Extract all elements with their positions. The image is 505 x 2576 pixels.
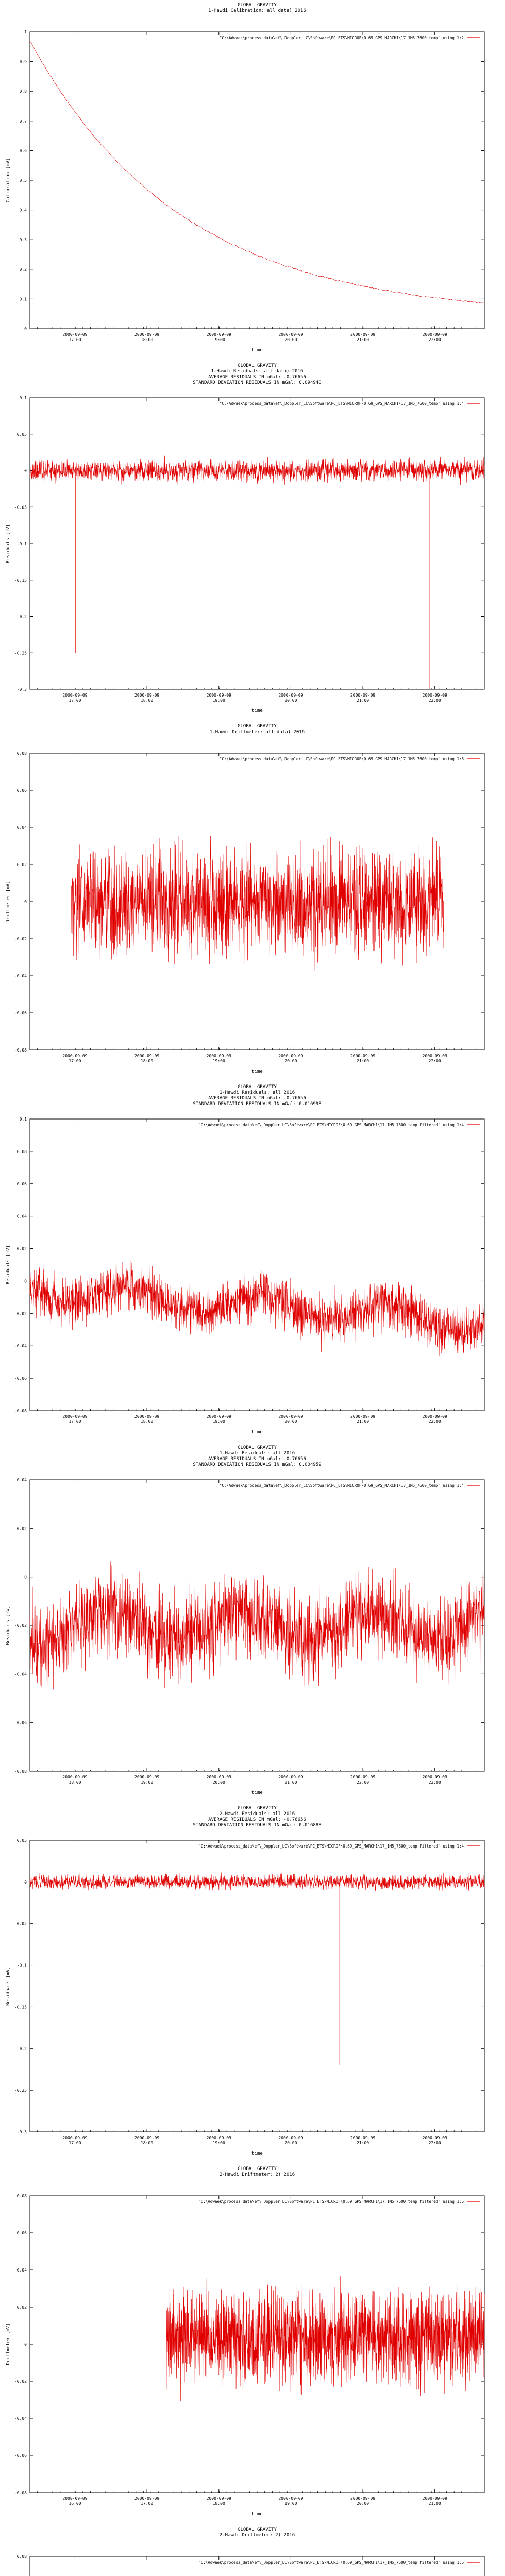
x-tick-label: 17:00	[69, 698, 81, 703]
x-tick-label: 2000-09-09	[206, 1414, 231, 1419]
x-tick-label: 2000-09-09	[134, 332, 160, 337]
plot-frame	[30, 32, 484, 329]
chart-subtitle: 1-Hawdi Driftmeter: all data) 2016	[209, 730, 305, 735]
chart-subtitle: AVERAGE RESIDUALS IN mGal: -0.76656	[208, 1817, 306, 1822]
x-tick-label: 23:00	[428, 1780, 441, 1785]
y-tick-label: 0	[24, 2342, 27, 2347]
legend-label: "C:\Adwaek\process_data\ef\_Doppler_LC\Software\PC_ETS\MICROF\0.69_GPS_MARCH1\17_1M5_7600_temp" using 1:2	[219, 36, 464, 40]
x-tick-label: 2000-09-09	[134, 1414, 160, 1419]
y-tick-label: 0.02	[16, 2305, 27, 2310]
y-tick-label: -0.06	[14, 1376, 27, 1381]
y-tick-label: 0.08	[16, 2554, 27, 2559]
y-axis-label: Residuals [mV]	[6, 1606, 11, 1645]
x-tick-label: 2000-09-09	[134, 1054, 160, 1058]
chart-panel-4	[6, 1084, 484, 1435]
x-tick-label: 20:00	[284, 1059, 297, 1063]
x-tick-label: 18:00	[141, 1419, 154, 1424]
y-axis-label: Residuals [mV]	[6, 524, 11, 563]
x-tick-label: 19:00	[212, 1419, 225, 1424]
x-tick-label: 19:00	[212, 1059, 225, 1063]
x-tick-label: 22:00	[428, 2141, 441, 2145]
chart-subtitle: STANDARD DEVIATION RESIDUALS IN mGal: 0.016998	[193, 1101, 322, 1107]
x-tick-label: 2000-09-09	[206, 2136, 231, 2140]
x-axis-label: time	[251, 348, 263, 353]
x-tick-label: 2000-09-09	[62, 2136, 88, 2140]
y-tick-label: 0.2	[19, 267, 27, 272]
plot-frame	[30, 398, 484, 689]
y-tick-label: 0.3	[19, 238, 27, 243]
chart-subtitle: 1-Hawdi Calibration: all data) 2016	[208, 8, 306, 13]
y-axis-label: Calibration [mV]	[6, 158, 11, 203]
x-tick-label: 19:00	[284, 2501, 297, 2506]
x-tick-label: 2000-09-09	[278, 2136, 304, 2140]
x-tick-label: 21:00	[284, 1780, 297, 1785]
x-tick-label: 18:00	[212, 2501, 225, 2506]
data-series-line	[30, 1872, 484, 1891]
y-tick-label: 0.08	[16, 751, 27, 756]
y-axis-label: Residuals [mV]	[6, 1245, 11, 1284]
chart-subtitle: 1-Hawdi Residuals: all 2016	[219, 1451, 295, 1456]
y-tick-label: 0.05	[16, 432, 27, 437]
y-tick-label: -0.05	[14, 1921, 27, 1926]
y-tick-label: 0	[24, 327, 27, 331]
y-tick-label: -0.04	[14, 2416, 27, 2421]
x-axis-label: time	[251, 708, 263, 714]
chart-subtitle: STANDARD DEVIATION RESIDUALS IN mGal: 0.094940	[193, 380, 322, 385]
x-tick-label: 21:00	[357, 698, 369, 703]
chart-title: GLOBAL GRAVITY	[238, 1806, 277, 1811]
y-tick-label: 0.08	[16, 1149, 27, 1154]
y-tick-label: -0.04	[14, 1672, 27, 1677]
chart-subtitle: 2-Hawdi Driftmeter: 2) 2016	[219, 2533, 295, 2538]
data-series-line	[30, 1562, 484, 1690]
y-axis-label: Residuals [mV]	[6, 1967, 11, 2006]
legend-label: "C:\Adwaek\process_data\ef\_Doppler_LC\Software\PC_ETS\MICROF\0.69_GPS_MARCH1\17_1M5_7600_temp filtered" using 1:4	[198, 1123, 464, 1127]
x-tick-label: 2000-09-09	[350, 693, 376, 698]
x-tick-label: 2000-09-09	[134, 2496, 160, 2501]
x-axis-label: time	[251, 2151, 263, 2156]
legend-label: "C:\Adwaek\process_data\ef\_Doppler_LC\Software\PC_ETS\MICROF\0.69_GPS_MARCH1\17_1M5_7600_temp" using 1:4	[219, 1483, 464, 1488]
x-tick-label: 2000-09-09	[350, 1414, 376, 1419]
x-tick-label: 2000-09-09	[206, 693, 231, 698]
chart-title: GLOBAL GRAVITY	[238, 1084, 277, 1090]
x-tick-label: 2000-09-09	[206, 1775, 231, 1780]
x-tick-label: 18:00	[141, 698, 154, 703]
x-tick-label: 2000-09-09	[278, 2496, 304, 2501]
x-tick-label: 2000-09-09	[62, 1414, 88, 1419]
x-tick-label: 2000-09-09	[278, 332, 304, 337]
y-tick-label: 0.06	[16, 788, 27, 793]
x-tick-label: 2000-09-09	[422, 693, 447, 698]
x-tick-label: 17:00	[69, 2141, 81, 2145]
x-tick-label: 2000-09-09	[350, 1775, 376, 1780]
y-tick-label: -0.1	[16, 541, 27, 546]
y-tick-label: -0.04	[14, 974, 27, 978]
y-tick-label: 0.06	[16, 1181, 27, 1187]
plot-frame	[30, 1119, 484, 1411]
x-tick-label: 22:00	[428, 337, 441, 342]
y-tick-label: -0.06	[14, 2453, 27, 2458]
y-tick-label: 0.08	[16, 2194, 27, 2198]
y-tick-label: 0.6	[19, 148, 27, 154]
y-tick-label: 0.9	[19, 59, 27, 64]
y-tick-label: -0.05	[14, 505, 27, 510]
x-tick-label: 19:00	[212, 337, 225, 342]
y-tick-label: 0	[24, 1279, 27, 1284]
x-tick-label: 2000-09-09	[278, 693, 304, 698]
x-tick-label: 19:00	[141, 1780, 154, 1785]
x-tick-label: 2000-09-09	[422, 1414, 447, 1419]
legend-label: "C:\Adwaek\process_data\ef\_Doppler_LC\Software\PC_ETS\MICROF\0.69_GPS_MARCH1\17_1M5_7600_temp" using 1:6	[219, 757, 464, 761]
chart-title: GLOBAL GRAVITY	[238, 724, 277, 729]
y-tick-label: -0.06	[14, 1720, 27, 1725]
chart-subtitle: 1-Hawdi Residuals: all data) 2016	[211, 369, 304, 374]
x-tick-label: 2000-09-09	[350, 1054, 376, 1058]
x-tick-label: 20:00	[284, 1419, 297, 1424]
x-tick-label: 2000-09-09	[422, 2496, 447, 2501]
x-tick-label: 18:00	[69, 1780, 81, 1785]
chart-subtitle: AVERAGE RESIDUALS IN mGal: -0.76656	[208, 1096, 306, 1101]
x-tick-label: 2000-09-09	[278, 1414, 304, 1419]
y-tick-label: 0.02	[16, 1246, 27, 1251]
y-tick-label: -0.3	[16, 687, 27, 692]
y-tick-label: 0.05	[16, 1838, 27, 1843]
x-axis-label: time	[251, 1069, 263, 1074]
x-tick-label: 18:00	[141, 337, 154, 342]
data-series-line	[166, 2275, 484, 2401]
x-tick-label: 22:00	[428, 1059, 441, 1063]
y-tick-label: 0.1	[19, 297, 27, 302]
x-tick-label: 20:00	[284, 337, 297, 342]
chart-title: GLOBAL GRAVITY	[238, 3, 277, 8]
y-tick-label: -0.3	[16, 2130, 27, 2134]
y-tick-label: 0	[24, 1574, 27, 1580]
legend-label: "C:\Adwaek\process_data\ef\_Doppler_LC\Software\PC_ETS\MICROF\0.69_GPS_MARCH1\17_1M5_7600_temp" using 1:4	[219, 401, 464, 406]
y-tick-label: 0.5	[19, 178, 27, 183]
chart-panel-2	[6, 363, 484, 714]
x-tick-label: 2000-09-09	[62, 332, 88, 337]
chart-title: GLOBAL GRAVITY	[238, 2527, 277, 2532]
x-tick-label: 2000-09-09	[62, 1775, 88, 1780]
x-tick-label: 20:00	[357, 2501, 369, 2506]
y-tick-label: 0	[24, 900, 27, 904]
x-tick-label: 20:00	[212, 1780, 225, 1785]
y-tick-label: -0.06	[14, 1011, 27, 1015]
y-tick-label: -0.1	[16, 1963, 27, 1968]
y-tick-label: 1	[24, 30, 27, 35]
legend-label: "C:\Adwaek\process_data\ef\_Doppler_LC\Software\PC_ETS\MICROF\0.69_GPS_MARCH1\17_1M5_7600_temp filtered" using 1:6	[198, 2560, 464, 2565]
x-tick-label: 21:00	[357, 337, 369, 342]
y-tick-label: 0.04	[16, 825, 27, 830]
chart-panel-1	[6, 3, 484, 353]
x-tick-label: 2000-09-09	[206, 332, 231, 337]
data-series-line	[30, 456, 484, 485]
chart-panel-3	[6, 724, 484, 1074]
y-axis-label: Driftmeter [mV]	[6, 880, 11, 923]
chart-subtitle: AVERAGE RESIDUALS IN mGal: -0.76656	[208, 1456, 306, 1462]
x-tick-label: 20:00	[284, 698, 297, 703]
y-axis-label: Driftmeter [mV]	[6, 2323, 11, 2365]
chart-panel-8	[6, 2527, 484, 2576]
chart-subtitle: 2-Hawdi Driftmeter: 2) 2016	[219, 2172, 295, 2177]
x-tick-label: 17:00	[69, 1059, 81, 1063]
x-tick-label: 21:00	[357, 1059, 369, 1063]
data-series-line	[30, 41, 484, 303]
y-tick-label: 0.04	[16, 1214, 27, 1219]
y-tick-label: -0.15	[14, 2005, 27, 2010]
x-tick-label: 2000-09-09	[62, 693, 88, 698]
chart-panel-6	[6, 1806, 484, 2156]
y-tick-label: 0.04	[16, 1478, 27, 1482]
y-tick-label: -0.08	[14, 2490, 27, 2495]
x-axis-label: time	[251, 2512, 263, 2517]
y-tick-label: -0.02	[14, 1311, 27, 1316]
x-tick-label: 16:00	[69, 2501, 81, 2506]
x-tick-label: 17:00	[69, 1419, 81, 1424]
x-tick-label: 2000-09-09	[206, 1054, 231, 1058]
x-tick-label: 17:00	[141, 2501, 154, 2506]
x-tick-label: 2000-09-09	[62, 1054, 88, 1058]
x-tick-label: 19:00	[212, 698, 225, 703]
y-tick-label: 0.8	[19, 89, 27, 94]
x-tick-label: 2000-09-09	[350, 332, 376, 337]
data-series-line	[30, 1256, 484, 1356]
x-tick-label: 2000-09-09	[350, 2136, 376, 2140]
x-tick-label: 21:00	[357, 2141, 369, 2145]
x-tick-label: 2000-09-09	[278, 1054, 304, 1058]
y-tick-label: -0.08	[14, 1769, 27, 1774]
chart-title: GLOBAL GRAVITY	[238, 363, 277, 368]
x-tick-label: 18:00	[141, 2141, 154, 2145]
legend-label: "C:\Adwaek\process_data\ef\_Doppler_LC\Software\PC_ETS\MICROF\0.69_GPS_MARCH1\17_1M5_7600_temp filtered" using 1:4	[198, 1844, 464, 1849]
y-tick-label: 0.06	[16, 2231, 27, 2235]
y-tick-label: -0.04	[14, 1344, 27, 1349]
chart-title: GLOBAL GRAVITY	[238, 2166, 277, 2172]
plot-frame	[30, 2556, 484, 2576]
x-tick-label: 21:00	[428, 2501, 441, 2506]
x-tick-label: 2000-09-09	[422, 2136, 447, 2140]
y-tick-label: -0.02	[14, 937, 27, 941]
chart-subtitle: STANDARD DEVIATION RESIDUALS IN mGal: 0.004959	[193, 1462, 322, 1467]
x-tick-label: 2000-09-09	[350, 2496, 376, 2501]
x-tick-label: 21:00	[357, 1419, 369, 1424]
x-tick-label: 2000-09-09	[134, 1775, 160, 1780]
x-tick-label: 19:00	[212, 2141, 225, 2145]
y-tick-label: -0.2	[16, 2046, 27, 2052]
legend-label: "C:\Adwaek\process_data\ef\_Doppler_LC\Software\PC_ETS\MICROF\0.69_GPS_MARCH1\17_1M5_7600_temp filtered" using 1:6	[198, 2199, 464, 2204]
y-tick-label: -0.08	[14, 1409, 27, 1413]
chart-title: GLOBAL GRAVITY	[238, 1445, 277, 1450]
y-tick-label: -0.2	[16, 614, 27, 619]
chart-subtitle: 2-Hawdi Residuals: all 2016	[219, 1811, 295, 1817]
y-tick-label: 0.02	[16, 862, 27, 867]
x-tick-label: 2000-09-09	[278, 1775, 304, 1780]
x-tick-label: 20:00	[284, 2141, 297, 2145]
y-tick-label: -0.02	[14, 2379, 27, 2384]
y-tick-label: 0.02	[16, 1526, 27, 1531]
x-tick-label: 2000-09-09	[134, 693, 160, 698]
x-tick-label: 2000-09-09	[422, 1054, 447, 1058]
x-tick-label: 2000-09-09	[134, 2136, 160, 2140]
x-tick-label: 2000-09-09	[62, 2496, 88, 2501]
x-tick-label: 2000-09-09	[422, 1775, 447, 1780]
y-tick-label: -0.02	[14, 1623, 27, 1628]
y-tick-label: -0.25	[14, 651, 27, 656]
x-tick-label: 17:00	[69, 337, 81, 342]
y-tick-label: 0.7	[19, 118, 27, 124]
y-tick-label: -0.08	[14, 1048, 27, 1053]
x-axis-label: time	[251, 1430, 263, 1435]
x-tick-label: 18:00	[141, 1059, 154, 1063]
x-tick-label: 22:00	[357, 1780, 369, 1785]
chart-subtitle: 1-Hawdi Residuals: all 2016	[219, 1090, 295, 1095]
y-tick-label: -0.15	[14, 578, 27, 583]
x-axis-label: time	[251, 1790, 263, 1795]
chart-subtitle: STANDARD DEVIATION RESIDUALS IN mGal: 0.016888	[193, 1823, 322, 1828]
x-tick-label: 22:00	[428, 698, 441, 703]
y-tick-label: 0.4	[19, 208, 27, 213]
y-tick-label: 0.1	[19, 396, 27, 400]
chart-panel-7	[6, 2166, 484, 2517]
y-tick-label: 0.1	[19, 1117, 27, 1122]
y-tick-label: 0	[24, 1879, 27, 1885]
y-tick-label: -0.25	[14, 2088, 27, 2093]
x-tick-label: 22:00	[428, 1419, 441, 1424]
x-tick-label: 2000-09-09	[206, 2496, 231, 2501]
chart-subtitle: AVERAGE RESIDUALS IN mGal: -0.76656	[208, 375, 306, 380]
y-tick-label: 0.04	[16, 2268, 27, 2273]
y-tick-label: 0	[24, 468, 27, 473]
data-series-line	[71, 836, 443, 971]
x-tick-label: 2000-09-09	[422, 332, 447, 337]
chart-panel-5	[6, 1445, 484, 1795]
